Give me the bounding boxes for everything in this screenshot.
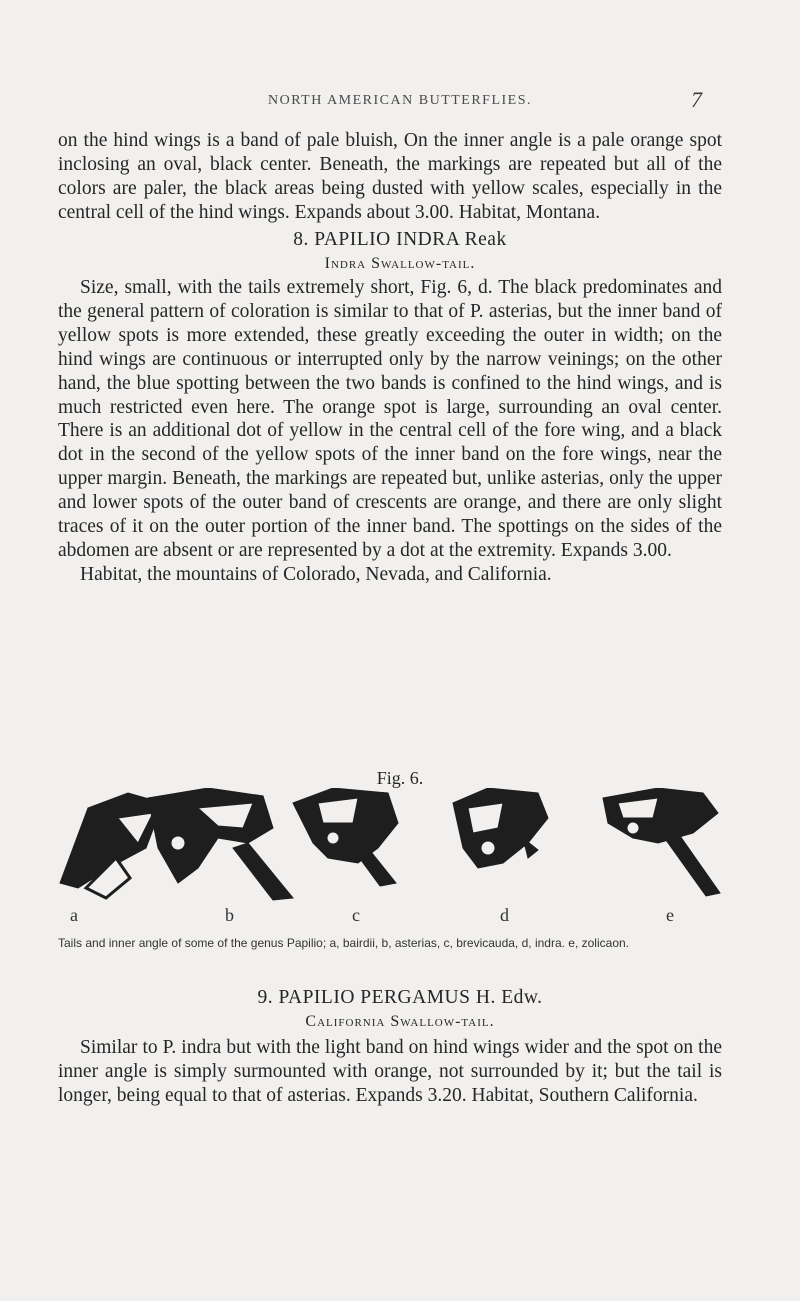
paragraph-continuation [58,129,722,225]
running-head: NORTH AMERICAN BUTTERFLIES. [267,93,533,108]
figure-label: Fig. 6. [376,768,424,788]
figure-c-tail-illustration [293,788,398,886]
entry-9-body [58,1036,722,1108]
figure-letter-a: a [70,905,78,925]
entry-8-heading: 8. PAPILIO INDRA Reak [293,229,507,250]
entry-9-heading: 9. PAPILIO PERGAMUS H. Edw. [257,987,543,1008]
entry-8-body [58,276,722,587]
entry-9-common-name: California Swallow-tail. [305,1013,495,1030]
figure-d-tail-illustration [453,788,548,868]
figure-letter-c: c [352,905,360,925]
page-number: 7 [691,87,702,112]
entry-8-habitat: Habitat, the mountains of Colorado, Nevada, and California. [80,563,552,585]
figure-e-tail-illustration [603,788,720,896]
paragraph-text: on the hind wings is a band of pale bluish, On the inner angle is a pale orange spot inclosing an oval, black center. Beneath, the markings are repeated but all of the colors are paler, the black areas being dusted with yellow scales, especially in the central cell of the hind wings. Expands about 3.00. Habitat, Montana. [58,130,722,223]
entry-8-common-name: Indra Swallow-tail. [324,255,476,272]
figure-letter-b: b [225,905,234,925]
figure-caption: Tails and inner angle of some of the genus Papilio; a, bairdii, b, asterias, c, brevicauda, d, indra. e, zolicaon. [58,936,629,950]
figure-letter-d: d [500,905,509,925]
entry-9-description: Similar to P. indra but with the light band on hind wings wider and the spot on the inner angle is simply surmounted with orange, not surrounded by it; but the tail is longer, being equal to that of asterias. Expands 3.20. Habitat, Southern California. [58,1037,722,1106]
figure-a-tail-illustration [60,793,163,898]
figure-letter-e: e [666,905,674,925]
figure-b-tail-illustration [148,788,293,900]
butterfly-tails-figure [58,788,722,906]
entry-8-description: Size, small, with the tails extremely short, Fig. 6, d. The black predominates and the general pattern of coloration is similar to that of P. asterias, but the inner band of yellow spots is more extended, these greatly exceeding the outer in width; on the hind wings are continuous or interrupted only by the narrow veinings; on the other hand, the blue spotting between the two bands is confined to the hind wings, and is much restricted even here. The orange spot is large, surrounding an oval center. There is an additional dot of yellow in the central cell of the fore wing, and a black dot in the second of the yellow spots of the inner band on the fore wings, near the upper margin. Beneath, the markings are repeated but, unlike asterias, only the upper and lower spots of the outer band of crescents are orange, and there are only slight traces of it on the outer portion of the inner band. The spottings on the sides of the abdomen are absent or are represented by a dot at the extremity. Expands 3.00. [58,277,722,561]
